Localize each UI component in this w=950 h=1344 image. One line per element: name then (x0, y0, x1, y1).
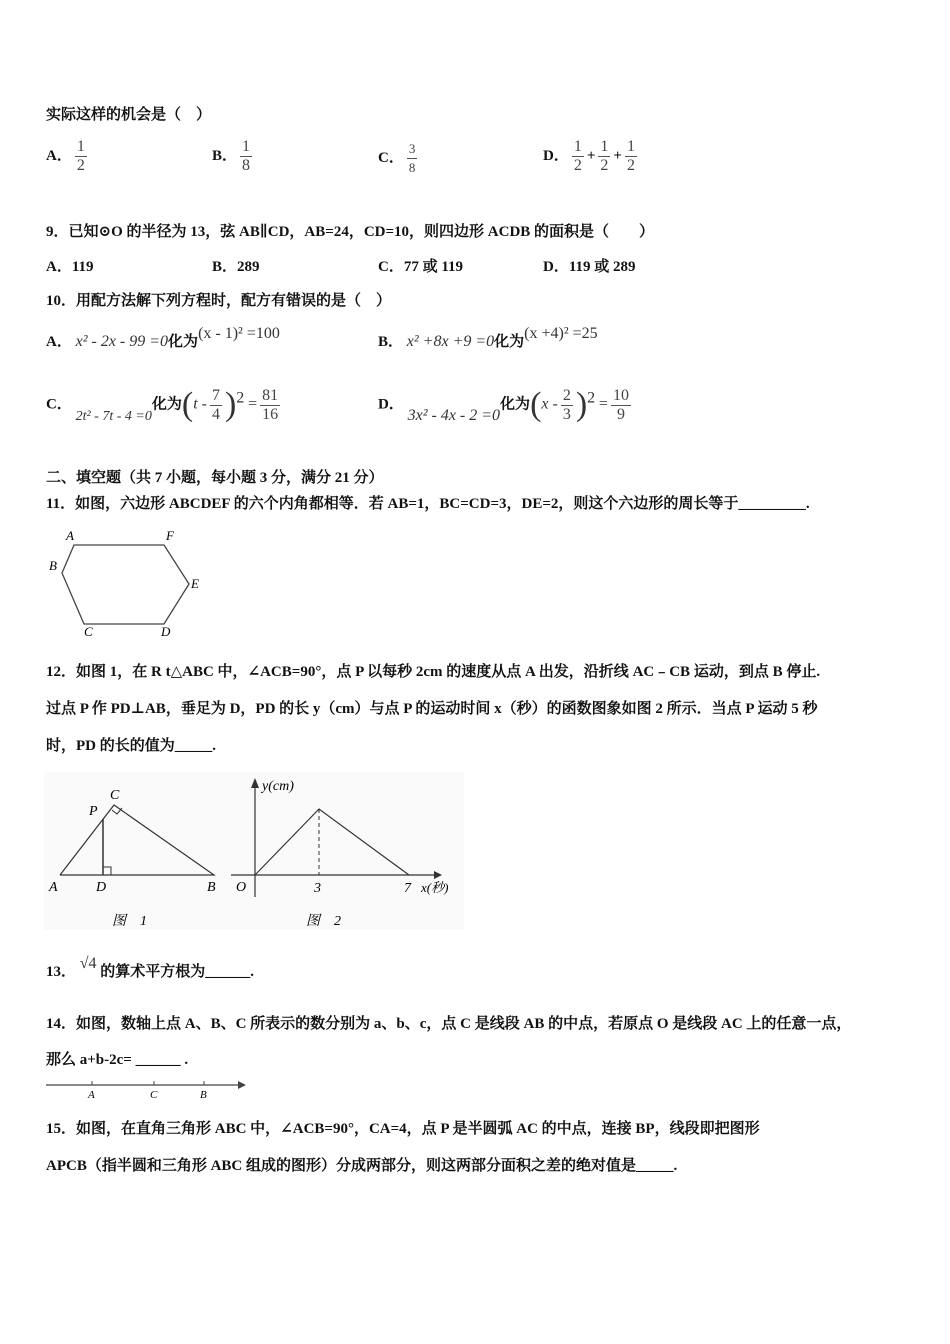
connector: 化为 (500, 396, 531, 413)
q10-question: 10．用配方法解下列方程时，配方有错误的是（ ） (46, 293, 392, 309)
label-a: A (88, 1089, 95, 1101)
label-a: A (49, 880, 58, 895)
q10-option-a[interactable] (46, 325, 280, 351)
q12-figures (44, 772, 464, 932)
arrow-icon (238, 1081, 246, 1089)
q8-question-tail: 实际这样的机会是（ ） (46, 107, 212, 123)
q12-line-2: 过点 P 作 PD⊥AB，垂足为 D，PD 的长 y（cm）与点 P 的运动时间 x（秒）的函数图象如图 2 所示．当点 P 运动 5 秒 (46, 701, 818, 717)
result: (x - 1)² =100 (198, 325, 280, 342)
fraction: $\frac{1}{2}$ (76, 138, 85, 174)
caption-2: 图 2 (306, 914, 341, 929)
q9-option-d[interactable]: D．119 或 289 (543, 259, 636, 275)
q12-line-3: 时，PD 的长的值为_____. (46, 738, 216, 754)
q12-line-1: 12．如图 1，在 R t△ABC 中，∠ACB=90°，点 P 以每秒 2cm 的速度从点 A 出发，沿折线 AC﹣CB 运动，到点 B 停止. (46, 664, 821, 680)
q10-option-d[interactable]: D． 3x² - 4x - 2 =0化为(x - $\frac{2}{3}$ )$^2$ = $\frac{10}{9}$ (378, 386, 629, 425)
y-label: y(cm) (262, 779, 294, 794)
q8-option-b[interactable] (212, 138, 255, 175)
number-line (44, 1076, 249, 1102)
option-label: D． (543, 147, 569, 164)
q14-line-2: 那么 a+b-2c= ______ . (46, 1052, 189, 1068)
section-heading: 二、填空题（共 7 小题，每小题 3 分，满分 21 分） (46, 470, 384, 486)
label-c: C (150, 1089, 158, 1101)
q9-option-b[interactable]: B．289 (212, 259, 260, 275)
option-label: C． (46, 396, 72, 413)
label-b: B (207, 880, 216, 895)
connector: 化为 (494, 334, 525, 350)
hexagon-figure (44, 528, 214, 643)
x-label: x(秒) (421, 880, 449, 895)
q15-line-1: 15．如图，在直角三角形 ABC 中，∠ACB=90°，CA=4，点 P 是半圆弧 AC 的中点，连接 BP，线段即把图形 (46, 1121, 760, 1137)
label-f: F (166, 528, 174, 543)
option-label: B． (212, 147, 238, 164)
label-b: B (200, 1089, 207, 1101)
fraction: $\frac{1}{2}$ (626, 138, 635, 174)
connector: 化为 (168, 334, 199, 350)
radical: √4 (79, 955, 97, 972)
q8-option-c[interactable] (378, 140, 420, 177)
result: (x +4)² =25 (524, 325, 598, 342)
option-label: B． (378, 334, 404, 350)
connector: 化为 (151, 396, 182, 413)
label-d: D (96, 880, 107, 895)
q10-option-b[interactable] (378, 325, 598, 351)
q9-question: 9．已知⊙O 的半径为 13，弦 AB∥CD，AB=24，CD=10，则四边形 ACDB 的面积是（ ） (46, 224, 655, 240)
origin-label: O (236, 880, 247, 895)
option-label: A． (46, 147, 72, 164)
label-e: E (191, 576, 199, 591)
fraction: $\frac{1}{8}$ (242, 138, 251, 174)
fraction: $\frac{1}{2}$ (573, 138, 582, 174)
q9-option-a[interactable]: A．119 (46, 259, 94, 275)
tick-3: 3 (314, 881, 321, 896)
q15-line-2: APCB（指半圆和三角形 ABC 组成的图形）分成两部分，则这两部分面积之差的绝对值是_____. (46, 1158, 678, 1174)
label-c: C (110, 788, 120, 803)
fraction: $\frac{3}{8}$ (408, 141, 416, 175)
q9-option-c[interactable]: C．77 或 119 (378, 259, 464, 275)
hexagon (62, 545, 189, 624)
option-label: A． (46, 334, 72, 350)
option-label: C． (378, 149, 404, 166)
q8-option-a[interactable] (46, 138, 90, 175)
equation: x² +8x +9 =0 (406, 333, 495, 350)
q13-question: 13． √4 的算术平方根为______. (46, 955, 255, 980)
label-c: C (84, 624, 93, 639)
label-b: B (49, 558, 57, 573)
q8-option-d[interactable]: D． $\frac{1}{2}$ + $\frac{1}{2}$ + $\frac{1}{2}$ (543, 138, 635, 174)
q14-line-1: 14．如图，数轴上点 A、B、C 所表示的数分别为 a、b、c，点 C 是线段 AB 的中点，若原点 O 是线段 AC 上的任意一点， (46, 1016, 852, 1032)
q10-option-c[interactable]: C． 2t² - 7t - 4 =0化为(t - $\frac{7}{4}$ )$^2$ = $\frac{81}{16}$ (46, 386, 279, 425)
equation: 2t² - 7t - 4 =0 (75, 409, 152, 425)
caption-1: 图 1 (112, 914, 147, 929)
q11-question: 11．如图，六边形 ABCDEF 的六个内角都相等．若 AB=1，BC=CD=3，DE=2，则这个六边形的周长等于_________. (46, 496, 810, 512)
fraction: $\frac{1}{2}$ (600, 138, 609, 174)
label-p: P (89, 804, 98, 819)
tick-7: 7 (404, 881, 411, 896)
label-d: D (161, 624, 171, 639)
equation: 3x² - 4x - 2 =0 (407, 407, 501, 425)
equation: x² - 2x - 99 =0 (75, 333, 169, 350)
label-a: A (66, 528, 74, 543)
option-label: D． (378, 396, 404, 413)
